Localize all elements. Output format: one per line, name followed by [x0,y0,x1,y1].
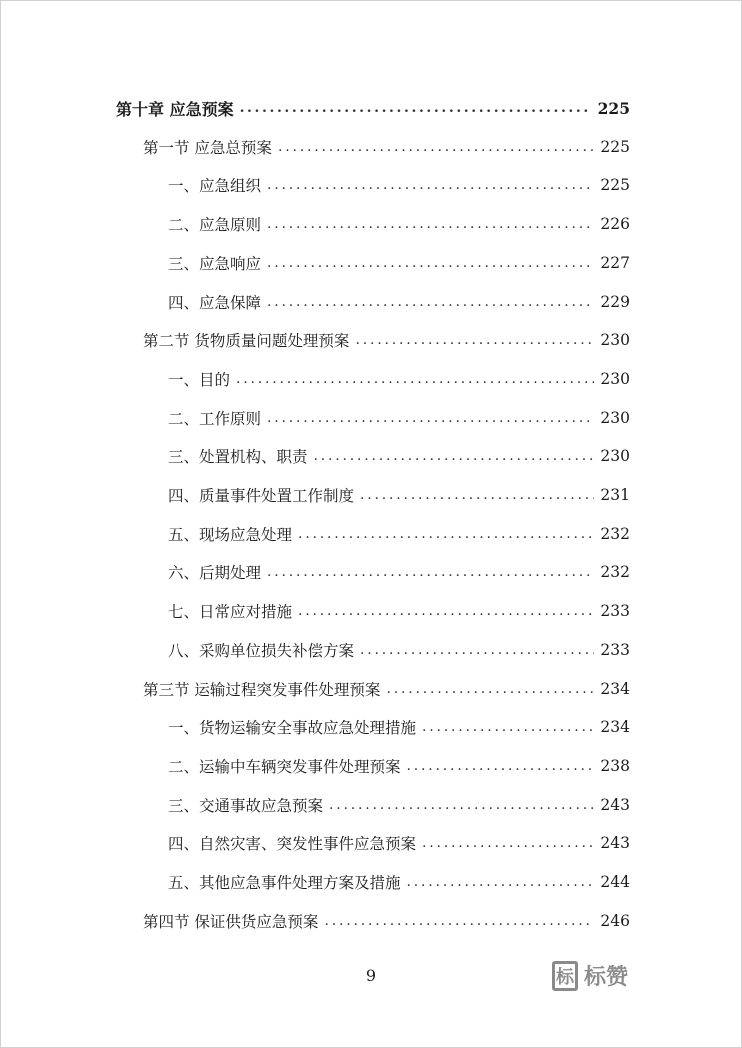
toc-entry-page: 227 [600,253,630,272]
toc-entry-title: 四、自然灾害、突发性事件应急预案 [168,835,417,854]
toc-leader-dots [422,713,594,741]
toc-entry-title: 二、工作原则 [168,409,262,428]
toc-entry-page: 243 [600,834,630,853]
toc-leader-dots [360,636,594,664]
toc-leader-dots [298,520,594,548]
toc-entry-title: 二、运输中车辆突发事件处理预案 [168,757,401,776]
toc-entry-page: 238 [600,756,630,775]
toc-entry-item[interactable] [168,636,630,664]
toc-entry-title: 七、日常应对措施 [168,603,293,622]
page-number: 9 [365,966,377,985]
toc-entry-section[interactable] [143,326,630,354]
toc-entry-title: 一、目的 [168,370,231,389]
toc-entry-title: 三、处置机构、职责 [168,448,308,467]
toc-entry-title: 第二节 货物质量问题处理预案 [143,332,350,351]
toc-entry-page: 244 [600,873,630,891]
toc-entry-chapter[interactable] [116,94,630,122]
toc-entry-item[interactable] [168,442,630,470]
toc-entry-page: 225 [597,98,630,118]
toc-leader-dots [355,326,594,354]
toc-leader-dots [267,288,594,316]
toc-entry-section[interactable] [143,133,630,161]
toc-entry-title: 一、应急组织 [168,177,262,196]
toc-entry-page: 233 [600,602,630,621]
toc-entry-title: 八、采购单位损失补偿方案 [168,641,355,660]
toc-entry-title: 四、质量事件处置工作制度 [168,487,355,505]
toc-entry-page: 229 [600,292,630,311]
toc-entry-page: 232 [600,524,630,543]
toc-entry-item[interactable] [168,365,630,393]
toc-leader-dots [407,868,595,896]
toc-leader-dots [329,791,594,819]
toc-entry-page: 234 [600,718,630,737]
toc-entry-page: 230 [600,408,630,427]
logo-mark-icon: 标 [552,961,578,991]
toc-entry-title: 第四节 保证供货应急预案 [143,912,319,931]
toc-entry-title: 第一节 应急总预案 [143,138,272,157]
toc-leader-dots [240,94,592,122]
toc-entry-item[interactable] [168,597,630,625]
toc-leader-dots [314,442,595,470]
toc-entry-item[interactable] [168,868,630,896]
toc-entry-page: 230 [600,369,630,388]
toc-entry-page: 225 [600,176,630,195]
toc-entry-item[interactable] [168,404,630,432]
toc-entry-item[interactable] [168,481,630,509]
toc-entry-page: 233 [600,640,630,659]
toc-entry-title: 三、应急响应 [168,254,262,273]
toc-entry-title: 五、其他应急事件处理方案及措施 [168,874,401,892]
toc-entry-item[interactable] [168,829,630,857]
toc-leader-dots [324,907,594,935]
toc-leader-dots [267,404,594,432]
toc-entry-page: 225 [600,137,630,156]
logo-text: 标赞 [584,965,629,990]
toc-entry-page: 230 [600,447,630,466]
toc-entry-page: 232 [600,563,630,582]
toc-leader-dots [407,752,595,780]
toc-leader-dots [422,829,594,857]
toc-entry-title: 第三节 运输过程突发事件处理预案 [143,680,381,699]
toc-entry-page: 246 [600,911,630,930]
toc-entry-title: 五、现场应急处理 [168,525,293,544]
toc-entry-item[interactable] [168,713,630,741]
toc-entry-title: 三、交通事故应急预案 [168,796,324,815]
toc-leader-dots [236,365,594,393]
toc-entry-item[interactable] [168,249,630,277]
toc-leader-dots [360,481,594,509]
toc-entry-item[interactable] [168,288,630,316]
toc-entry-page: 231 [600,486,630,504]
toc-entry-item[interactable] [168,171,630,199]
toc-entry-title: 六、后期处理 [168,564,262,583]
toc-entry-title: 一、货物运输安全事故应急处理措施 [168,719,417,738]
toc-leader-dots [267,249,594,277]
toc-entry-item[interactable] [168,791,630,819]
toc-entry-title: 四、应急保障 [168,293,262,312]
toc-leader-dots [298,597,594,625]
toc-leader-dots [267,558,594,586]
toc-entry-title: 二、应急原则 [168,216,262,235]
watermark-logo [552,960,628,991]
toc-leader-dots [267,171,594,199]
toc-leader-dots [278,133,594,161]
toc-entry-section[interactable] [143,907,630,935]
toc-entry-page: 230 [600,331,630,350]
toc-entry-title: 第十章 应急预案 [116,99,234,119]
toc-entry-section[interactable] [143,675,630,703]
toc-entry-page: 234 [600,679,630,698]
toc-leader-dots [267,210,594,238]
toc-leader-dots [386,675,594,703]
toc-entry-page: 226 [600,215,630,234]
toc-entry-page: 243 [600,795,630,814]
toc-entry-item[interactable] [168,752,630,780]
toc-entry-item[interactable] [168,520,630,548]
toc-entry-item[interactable] [168,558,630,586]
toc-entry-item[interactable] [168,210,630,238]
